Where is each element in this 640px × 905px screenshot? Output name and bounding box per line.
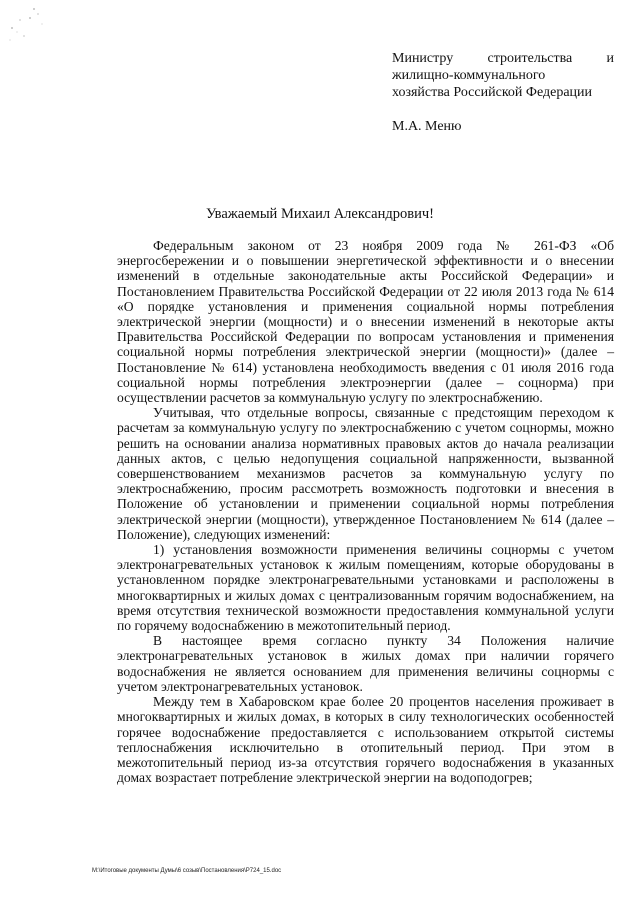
paragraph-khabarovsk: Между тем в Хабаровском крае более 20 процентов населения проживает в многоквартирных и жилых домах, в которых в силу технологических особенностей горячее водоснабжение предоставляется с использованием открытой системы теплоснабжения исключительно в отопительный период. При этом в межотопительный период из-за отсутствия горячего водоснабжения в указанных домах возрастает потребление электрической энергии на водоподогрев; bbox=[117, 694, 614, 786]
paragraph-current-rule: В настоящее время согласно пункту 34 Положения наличие электронагревательных установок в жилых домах при наличии горячего водоснабжения не является основанием для применения величины соцнормы с учетом электронагревательных установок. bbox=[117, 633, 614, 694]
addressee-line-3: хозяйства Российской Федерации bbox=[392, 85, 593, 100]
greeting: Уважаемый Михаил Александрович! bbox=[206, 206, 434, 222]
file-path-footer: M:\Итоговые документы Думы\6 созыв\Постановления\Р724_15.doc bbox=[92, 868, 282, 874]
paragraph-request: Учитывая, что отдельные вопросы, связанные с предстоящим переходом к расчетам за коммунальную услугу по электроснабжению с учетом соцнормы, можно решить на основании анализа нормативных правовых актов до начала реализации данных актов, с целью недопущения социальной напряженности, вызванной совершенствованием механизмов расчетов за коммунальную услугу по электроснабжению, просим рассмотреть возможность подготовки и внесения в Положение об установлении и применении социальной нормы потребления электрической энергии (мощности), утвержденное Постановлением № 614 (далее – Положение), следующих изменений: bbox=[117, 405, 614, 542]
scan-specks bbox=[8, 6, 48, 46]
paragraph-proposal-1: 1) установления возможности применения величины соцнормы с учетом электронагревательных установок к жилым помещениям, которые оборудованы в установленном порядке электронагревательными установками и расположены в многоквартирных и жилых домах с централизованным горячим водоснабжением, на время отсутствия технической возможности предоставления коммунальной услуги по горячему водоснабжению в межотопительный период. bbox=[117, 542, 614, 634]
paragraph-law-reference: Федеральным законом от 23 ноября 2009 года № 261-ФЗ «Об энергосбережении и о повышении энергетической эффективности и о внесении изменений в отдельные законодательные акты Российской Федерации» и Постановлением Правительства Российской Федерации от 22 июля 2013 года № 614 «О порядке установления и применения социальной нормы потребления электрической энергии (мощности) и о внесении изменений в некоторые акты Правительства Российской Федерации по вопросам установления и применения социальной нормы потребления электрической энергии (мощности)» (далее – Постановление № 614) установлена необходимость введения с 01 июля 2016 года социальной нормы потребления электроэнергии (далее – соцнорма) при осуществлении расчетов за коммунальную услугу по электроснабжению. bbox=[117, 238, 614, 406]
addressee-block bbox=[392, 50, 614, 135]
letter-body bbox=[117, 238, 614, 785]
addressee-name: М.А. Меню bbox=[392, 119, 462, 134]
addressee-line-1: Министру строительства и bbox=[392, 51, 614, 66]
addressee-line-2: жилищно-коммунального bbox=[392, 68, 546, 83]
